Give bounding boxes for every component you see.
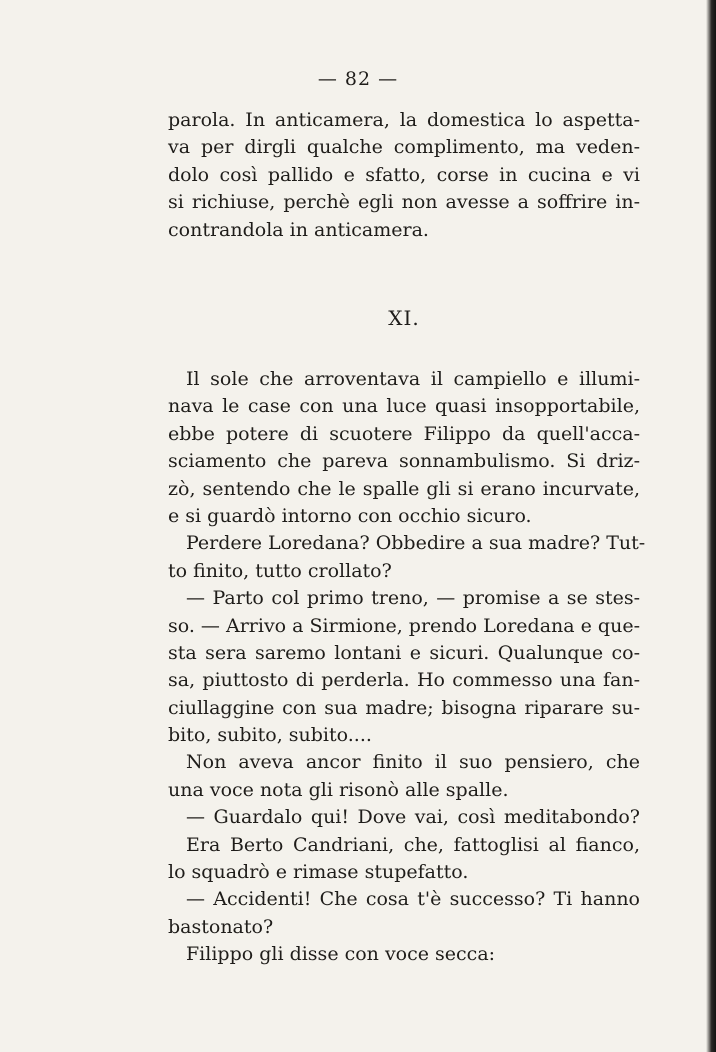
text-line: una voce nota gli risonò alle spalle. <box>168 778 509 801</box>
text-line: sta sera saremo lontani e sicuri. Qualunque co- <box>168 641 640 664</box>
text-line: e si guardò intorno con occhio sicuro. <box>168 504 532 527</box>
text-line: Filippo gli disse con voce secca: <box>186 943 496 966</box>
text-line: to finito, tutto crollato? <box>168 559 392 582</box>
text-line: si richiuse, perchè egli non avesse a soffrire in- <box>168 191 640 214</box>
page-number-header: — 82 — <box>317 68 399 90</box>
paragraph-continuation <box>168 107 640 244</box>
text-line: ebbe potere di scuotere Filippo da quell'acca- <box>168 422 640 445</box>
text-line: ciullaggine con sua madre; bisogna riparare su- <box>168 696 640 719</box>
text-line: — Guardalo qui! Dove vai, così meditabondo? <box>186 806 640 829</box>
text-line: Perdere Loredana? Obbedire a sua madre? Tut- <box>186 532 646 555</box>
page-binding-edge <box>706 0 716 1052</box>
text-line: nava le case con una luce quasi insopportabile, <box>168 395 640 418</box>
text-line: — Accidenti! Che cosa t'è successo? Ti hanno <box>186 888 640 911</box>
text-line: sciamento che pareva sonnambulismo. Si driz- <box>168 450 640 473</box>
text-line: — Parto col primo treno, — promise a se stes- <box>186 587 640 610</box>
text-line: Non aveva ancor finito il suo pensiero, che <box>186 751 640 774</box>
text-line: parola. In anticamera, la domestica lo aspetta- <box>168 109 640 131</box>
text-line: va per dirgli qualche complimento, ma veden- <box>168 136 640 159</box>
text-line: contrandola in anticamera. <box>168 218 429 241</box>
text-line: bastonato? <box>168 915 274 938</box>
chapter-body <box>168 366 646 969</box>
text-line: so. — Arrivo a Sirmione, prendo Loredana e que- <box>168 614 640 637</box>
text-line: zò, sentendo che le spalle gli si erano incurvate, <box>168 477 640 500</box>
text-line: Il sole che arroventava il campiello e illumi- <box>186 368 640 390</box>
text-line: sa, piuttosto di perderla. Ho commesso una fan- <box>168 669 640 692</box>
text-line: bito, subito, subito.... <box>168 724 372 747</box>
text-line: Era Berto Candriani, che, fattoglisi al fianco, <box>186 833 640 856</box>
text-line: dolo così pallido e sfatto, corse in cucina e vi <box>168 163 640 186</box>
chapter-heading: XI. <box>388 306 420 330</box>
text-line: lo squadrò e rimase stupefatto. <box>168 861 469 884</box>
